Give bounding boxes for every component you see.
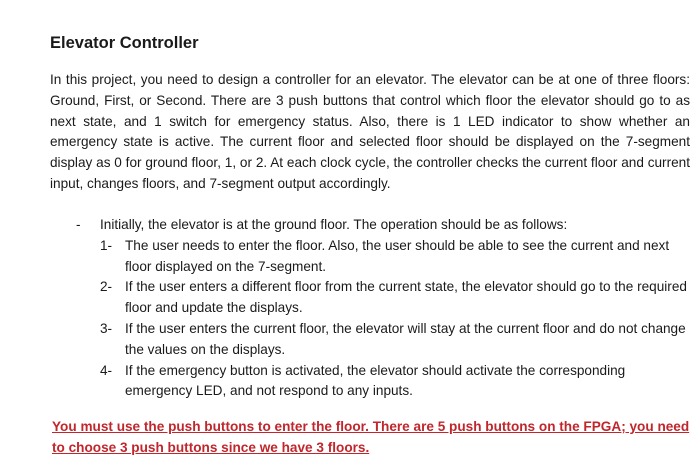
step-item [100, 319, 688, 361]
step-item [100, 277, 688, 319]
step-number: 4- [100, 362, 113, 378]
step-item [100, 361, 688, 403]
step-number: 3- [100, 320, 113, 336]
step-text: The user needs to enter the floor. Also, the user should be able to see the current and next floor displayed on the 7-segment. [125, 237, 670, 274]
step-number: 1- [100, 237, 113, 253]
requirement-note: You must use the push buttons to enter the floor. There are 5 push buttons on the FPGA; you need to choose 3 push buttons since we have 3 floors. [52, 419, 690, 455]
intro-paragraph: In this project, you need to design a controller for an elevator. The elevator can be at one of three floors: Ground, First, or Second. There are 3 push buttons that control which floor the elevator should go to as next state, and 1 switch for emergency status. Also, there is 1 LED indicator to show whether an emergency state is active. The current floor and selected floor should be displayed on the 7-segment display as 0 for ground floor, 1, or 2. At each clock cycle, the controller checks the current floor and current input, changes floors, and 7-segment output accordingly. [50, 72, 690, 191]
step-text: If the emergency button is activated, the elevator should activate the corresponding emergency LED, and not respond to any inputs. [125, 362, 626, 399]
operation-section [76, 215, 688, 402]
steps-list [76, 236, 688, 402]
step-item [100, 236, 688, 278]
bullet-text: Initially, the elevator is at the ground floor. The operation should be as follows: [100, 217, 568, 232]
step-text: If the user enters a different floor from the current state, the elevator should go to the required floor and update the displays. [125, 279, 687, 316]
step-text: If the user enters the current floor, the elevator will stay at the current floor and do not change the values on the displays. [125, 320, 686, 357]
bullet-marker: - [76, 217, 81, 232]
step-number: 2- [100, 279, 113, 295]
document-title: Elevator Controller [50, 34, 199, 52]
bullet-item [76, 215, 688, 236]
